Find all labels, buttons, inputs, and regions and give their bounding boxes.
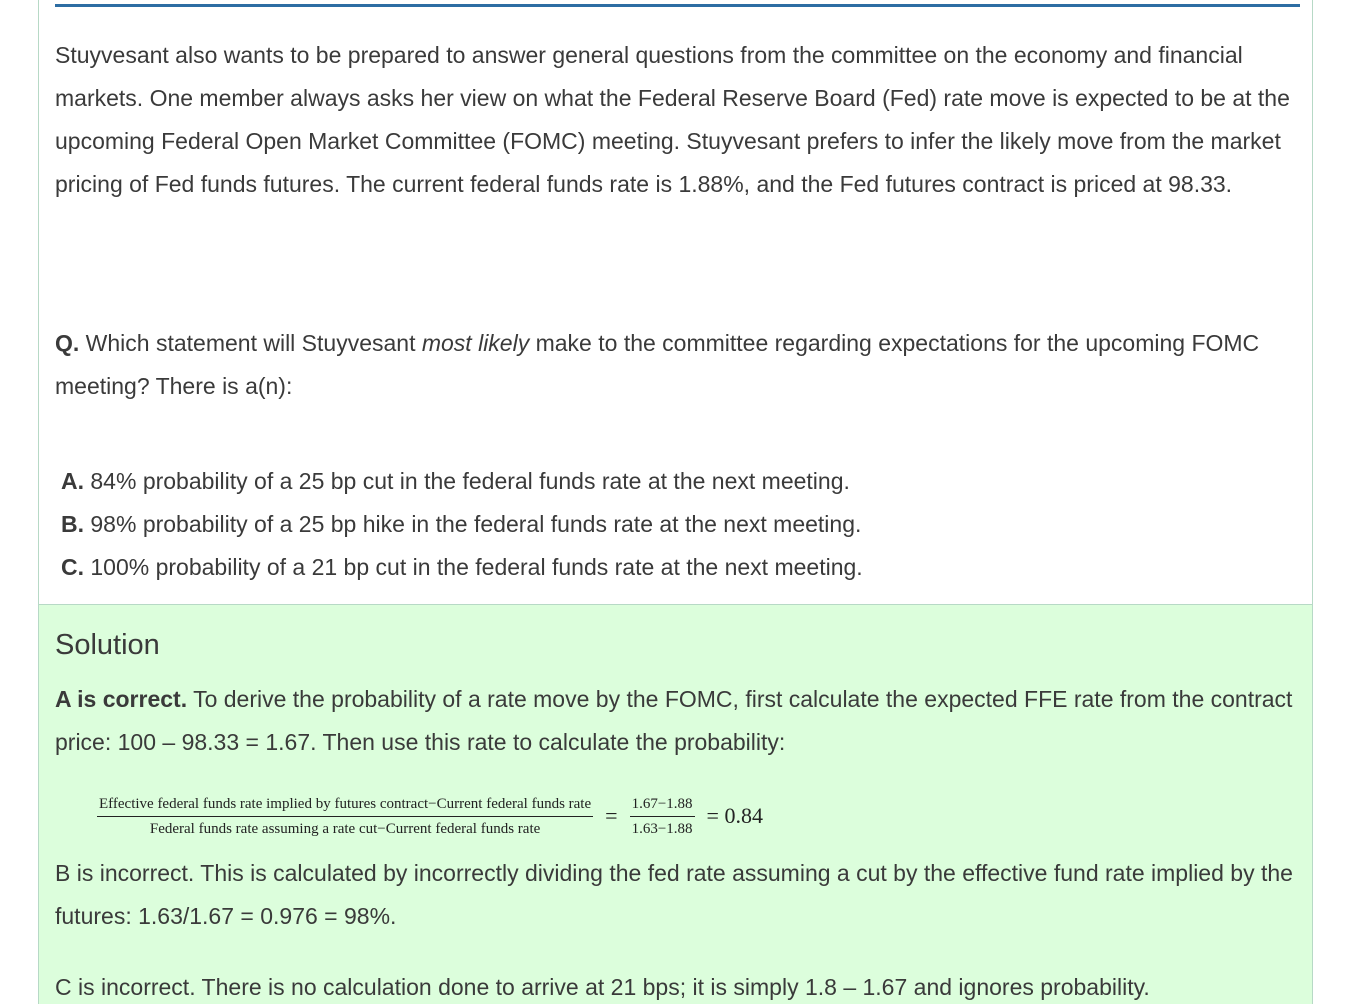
- formula-numerator: Effective federal funds rate implied by futures contract−Current federal funds rate: [99, 795, 592, 812]
- choice-b-text: 98% probability of a 25 bp hike in the federal funds rate at the next meeting.: [84, 511, 862, 537]
- solution-a-verdict: A is correct.: [55, 686, 188, 712]
- formula-numerator-2: 1.67−1.88: [631, 795, 693, 812]
- solution-a-explanation: [55, 678, 1300, 764]
- choice-b-letter: B.: [61, 511, 84, 537]
- fraction-bar-2: [630, 816, 695, 817]
- choice-b[interactable]: [61, 503, 1301, 546]
- question-text-after: make to the committee regarding expectations for the upcoming FOMC meeting? There is a(n):: [55, 330, 1260, 399]
- formula-result: = 0.84: [706, 803, 763, 828]
- question-text-before: Which statement will Stuyvesant: [79, 330, 422, 356]
- formula-denominator-2: 1.63−1.88: [631, 820, 693, 837]
- formula-fraction-2: [630, 794, 695, 839]
- choice-c-letter: C.: [61, 554, 84, 580]
- solution-a-text: To derive the probability of a rate move by the FOMC, first calculate the expected FFE rate from the contract price: 100 – 98.33 = 1.67. Then use this rate to calculate the probability:: [55, 686, 1293, 755]
- formula-fraction-1: [97, 794, 593, 839]
- choice-c-text: 100% probability of a 21 bp cut in the federal funds rate at the next meeting.: [84, 554, 863, 580]
- answer-choices: [61, 460, 1301, 589]
- fraction-bar: [97, 816, 593, 817]
- choice-a-letter: A.: [61, 468, 84, 494]
- choice-c[interactable]: [61, 546, 1301, 589]
- solution-title: Solution: [55, 629, 160, 661]
- solution-c-explanation: C is incorrect. There is no calculation done to arrive at 21 bps; it is simply 1.8 – 1.67 and ignores probability.: [55, 974, 1150, 1000]
- choice-a[interactable]: [61, 460, 1301, 503]
- question-emphasis: most likely: [421, 330, 530, 356]
- top-divider: [55, 4, 1300, 7]
- passage-text: Stuyvesant also wants to be prepared to answer general questions from the committee on the economy and financial markets. One member always asks her view on what the Federal Reserve Board (Fed) rate move is expected to be at the upcoming Federal Open Market Committee (FOMC) meeting. Stuyvesant prefers to infer the likely move from the market pricing of Fed funds futures. The current federal funds rate is 1.88%, and the Fed futures contract is priced at 98.33.: [55, 42, 1290, 197]
- probability-formula: [97, 791, 763, 841]
- solution-b-explanation: B is incorrect. This is calculated by incorrectly dividing the fed rate assuming a cut by the effective fund rate implied by the futures: 1.63/1.67 = 0.976 = 98%.: [55, 860, 1293, 929]
- question-text: [55, 322, 1300, 408]
- formula-denominator: Federal funds rate assuming a rate cut−Current federal funds rate: [149, 820, 541, 837]
- question-card: [38, 0, 1313, 1004]
- formula-equals: =: [605, 803, 618, 828]
- choice-a-text: 84% probability of a 25 bp cut in the federal funds rate at the next meeting.: [84, 468, 850, 494]
- question-label: Q.: [55, 330, 80, 356]
- solution-panel: [39, 604, 1312, 1004]
